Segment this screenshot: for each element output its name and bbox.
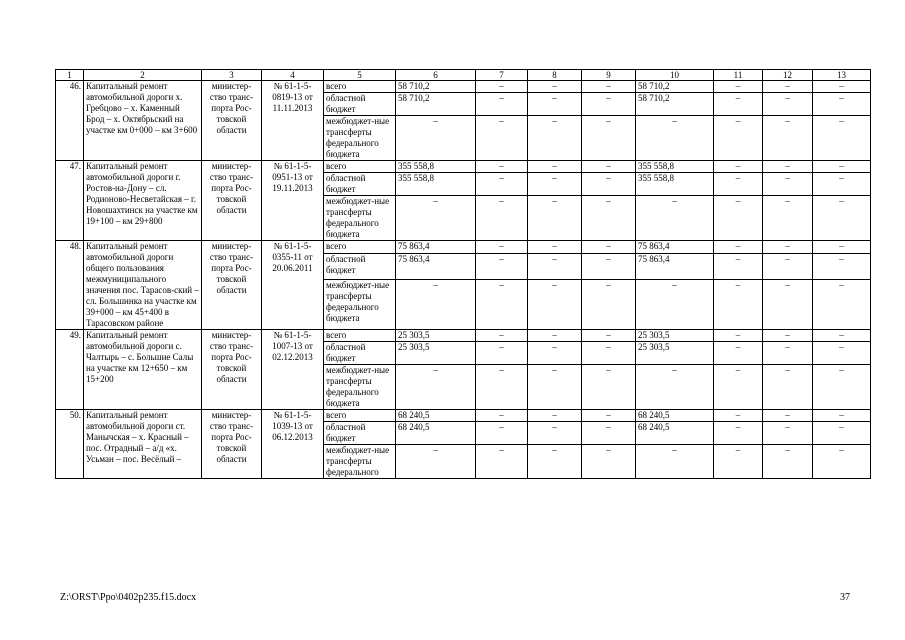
amount-cell-11: – [714, 81, 763, 93]
amount-cell-9: – [582, 422, 636, 445]
object-name: Капитальный ремонт автомобильной дороги с. Чалтырь – с. Большие Салы на участке км 12+650 – км 15+200 [84, 330, 202, 410]
header-cell: 1 [56, 70, 84, 81]
amount-cell-7: – [476, 161, 528, 173]
amount-cell-12: – [763, 330, 813, 342]
amount-cell-12: – [763, 254, 813, 280]
table-row [56, 81, 871, 93]
funding-source-label: областной бюджет [324, 173, 396, 196]
amount-cell-9: – [582, 196, 636, 241]
header-cell: 5 [324, 70, 396, 81]
amount-cell-13: – [813, 365, 871, 410]
amount-cell-7: – [476, 81, 528, 93]
amount-cell-13: – [813, 81, 871, 93]
amount-cell-6: – [396, 196, 476, 241]
amount-cell-7: – [476, 410, 528, 422]
object-name: Капитальный ремонт автомобильной дороги х. Гребцово – х. Каменный Брод – х. Октябрьский на участке км 0+000 – км 3+600 [84, 81, 202, 161]
header-cell: 4 [262, 70, 324, 81]
amount-cell-7: – [476, 330, 528, 342]
amount-cell-10: 25 303,5 [636, 330, 714, 342]
amount-cell-6: – [396, 445, 476, 479]
amount-cell-13: – [813, 116, 871, 161]
amount-cell-6: – [396, 279, 476, 329]
amount-cell-8: – [528, 161, 582, 173]
amount-cell-11: – [714, 116, 763, 161]
amount-cell-9: – [582, 93, 636, 116]
amount-cell-7: – [476, 241, 528, 254]
item-number: 47. [56, 161, 84, 241]
amount-cell-9: – [582, 173, 636, 196]
amount-cell-13: – [813, 161, 871, 173]
amount-cell-9: – [582, 81, 636, 93]
amount-cell-12: – [763, 93, 813, 116]
amount-cell-13: – [813, 254, 871, 280]
amount-cell-10: – [636, 196, 714, 241]
amount-cell-7: – [476, 342, 528, 365]
funding-source-label: всего [324, 81, 396, 93]
amount-cell-11: – [714, 410, 763, 422]
amount-cell-8: – [528, 422, 582, 445]
item-number: 48. [56, 241, 84, 330]
amount-cell-11: – [714, 365, 763, 410]
item-number: 50. [56, 410, 84, 479]
funding-source-label: межбюджет-ные трансферты федерального бюджета [324, 365, 396, 410]
amount-cell-8: – [528, 241, 582, 254]
table-row [56, 161, 871, 173]
table-row [56, 241, 871, 254]
amount-cell-12: – [763, 196, 813, 241]
amount-cell-11: – [714, 279, 763, 329]
amount-cell-9: – [582, 279, 636, 329]
amount-cell-13: – [813, 342, 871, 365]
amount-cell-10: 75 863,4 [636, 241, 714, 254]
header-cell: 3 [202, 70, 262, 81]
amount-cell-8: – [528, 445, 582, 479]
amount-cell-6: – [396, 365, 476, 410]
amount-cell-11: – [714, 196, 763, 241]
amount-cell-9: – [582, 445, 636, 479]
header-cell: 9 [582, 70, 636, 81]
amount-cell-12: – [763, 161, 813, 173]
amount-cell-9: – [582, 410, 636, 422]
funding-source-label: межбюджет-ные трансферты федерального [324, 445, 396, 479]
amount-cell-7: – [476, 445, 528, 479]
amount-cell-13: – [813, 241, 871, 254]
amount-cell-6: 75 863,4 [396, 241, 476, 254]
amount-cell-6: 58 710,2 [396, 81, 476, 93]
amount-cell-6: 68 240,5 [396, 410, 476, 422]
amount-cell-6: 68 240,5 [396, 422, 476, 445]
amount-cell-11: – [714, 330, 763, 342]
object-name: Капитальный ремонт автомобильной дороги г. Ростов-на-Дону – сл. Родионово-Несветайская – г. Новошахтинск на участке км 19+100 – км 29+800 [84, 161, 202, 241]
amount-cell-12: – [763, 81, 813, 93]
amount-cell-11: – [714, 422, 763, 445]
amount-cell-7: – [476, 365, 528, 410]
amount-cell-13: – [813, 196, 871, 241]
funding-source-label: межбюджет-ные трансферты федерального бюджета [324, 279, 396, 329]
amount-cell-8: – [528, 196, 582, 241]
funding-source-label: областной бюджет [324, 254, 396, 280]
amount-cell-7: – [476, 254, 528, 280]
amount-cell-9: – [582, 161, 636, 173]
funding-source-label: областной бюджет [324, 93, 396, 116]
header-cell: 7 [476, 70, 528, 81]
amount-cell-6: 25 303,5 [396, 330, 476, 342]
amount-cell-8: – [528, 254, 582, 280]
amount-cell-12: – [763, 279, 813, 329]
amount-cell-8: – [528, 330, 582, 342]
amount-cell-8: – [528, 342, 582, 365]
header-cell: 13 [813, 70, 871, 81]
amount-cell-8: – [528, 81, 582, 93]
amount-cell-9: – [582, 365, 636, 410]
amount-cell-11: – [714, 445, 763, 479]
amount-cell-10: – [636, 445, 714, 479]
amount-cell-12: – [763, 422, 813, 445]
amount-cell-10: 25 303,5 [636, 342, 714, 365]
amount-cell-6: 355 558,8 [396, 173, 476, 196]
amount-cell-7: – [476, 173, 528, 196]
amount-cell-10: – [636, 279, 714, 329]
amount-cell-13: – [813, 173, 871, 196]
amount-cell-8: – [528, 279, 582, 329]
funding-source-label: межбюджет-ные трансферты федерального бюджета [324, 116, 396, 161]
amount-cell-13: – [813, 93, 871, 116]
amount-cell-13: – [813, 330, 871, 342]
amount-cell-7: – [476, 196, 528, 241]
header-row [56, 70, 871, 81]
amount-cell-8: – [528, 410, 582, 422]
funding-source-label: всего [324, 161, 396, 173]
document-number: № 61-1-5-0819-13 от 11.11.2013 [262, 81, 324, 161]
amount-cell-13: – [813, 422, 871, 445]
amount-cell-13: – [813, 279, 871, 329]
amount-cell-8: – [528, 173, 582, 196]
object-name: Капитальный ремонт автомобильной дороги ст. Манычская – х. Красный – пос. Отрадный – а/д «х. Усьман – пос. Весёлый – [84, 410, 202, 479]
amount-cell-9: – [582, 241, 636, 254]
funding-source-label: всего [324, 410, 396, 422]
amount-cell-8: – [528, 116, 582, 161]
page-number: 37 [840, 592, 850, 603]
funding-source-label: межбюджет-ные трансферты федерального бюджета [324, 196, 396, 241]
ministry-name: министер-ство транс-порта Рос-товской области [202, 161, 262, 241]
amount-cell-12: – [763, 173, 813, 196]
amount-cell-12: – [763, 365, 813, 410]
footer-file-path: Z:\ORST\Ppo\0402p235.f15.docx [60, 592, 197, 603]
amount-cell-10: 58 710,2 [636, 93, 714, 116]
amount-cell-7: – [476, 116, 528, 161]
amount-cell-10: – [636, 365, 714, 410]
document-number: № 61-1-5-0951-13 от 19.11.2013 [262, 161, 324, 241]
ministry-name: министер-ство транс-порта Рос-товской области [202, 81, 262, 161]
funding-source-label: областной бюджет [324, 342, 396, 365]
amount-cell-10: 355 558,8 [636, 173, 714, 196]
amount-cell-6: 25 303,5 [396, 342, 476, 365]
item-number: 49. [56, 330, 84, 410]
document-number: № 61-1-5-1007-13 от 02.12.2013 [262, 330, 324, 410]
amount-cell-6: 75 863,4 [396, 254, 476, 280]
amount-cell-10: 355 558,8 [636, 161, 714, 173]
amount-cell-6: 355 558,8 [396, 161, 476, 173]
item-number: 46. [56, 81, 84, 161]
header-cell: 10 [636, 70, 714, 81]
header-cell: 2 [84, 70, 202, 81]
amount-cell-9: – [582, 330, 636, 342]
amount-cell-10: – [636, 116, 714, 161]
amount-cell-7: – [476, 279, 528, 329]
amount-cell-9: – [582, 254, 636, 280]
amount-cell-12: – [763, 342, 813, 365]
table-row [56, 330, 871, 342]
amount-cell-8: – [528, 365, 582, 410]
amount-cell-10: 75 863,4 [636, 254, 714, 280]
budget-table [55, 69, 871, 479]
amount-cell-7: – [476, 422, 528, 445]
document-number: № 61-1-5-0355-11 от 20.06.2011 [262, 241, 324, 330]
document-number: № 61-1-5-1039-13 от 06.12.2013 [262, 410, 324, 479]
funding-source-label: всего [324, 241, 396, 254]
amount-cell-11: – [714, 342, 763, 365]
header-cell: 12 [763, 70, 813, 81]
amount-cell-8: – [528, 93, 582, 116]
header-cell: 6 [396, 70, 476, 81]
ministry-name: министер-ство транс-порта Рос-товской области [202, 241, 262, 330]
funding-source-label: всего [324, 330, 396, 342]
amount-cell-12: – [763, 241, 813, 254]
amount-cell-11: – [714, 173, 763, 196]
amount-cell-12: – [763, 410, 813, 422]
ministry-name: министер-ство транс-порта Рос-товской области [202, 410, 262, 479]
amount-cell-12: – [763, 116, 813, 161]
amount-cell-6: 58 710,2 [396, 93, 476, 116]
amount-cell-13: – [813, 410, 871, 422]
amount-cell-11: – [714, 241, 763, 254]
amount-cell-10: 68 240,5 [636, 422, 714, 445]
amount-cell-7: – [476, 93, 528, 116]
amount-cell-9: – [582, 116, 636, 161]
amount-cell-11: – [714, 93, 763, 116]
amount-cell-6: – [396, 116, 476, 161]
amount-cell-13: – [813, 445, 871, 479]
ministry-name: министер-ство транс-порта Рос-товской области [202, 330, 262, 410]
object-name: Капитальный ремонт автомобильной дороги общего пользования межмуниципального значения пос. Тарасов-ский – сл. Большинка на участке км 39+000 – км 45+400 в Тарасовском районе [84, 241, 202, 330]
header-cell: 11 [714, 70, 763, 81]
funding-source-label: областной бюджет [324, 422, 396, 445]
amount-cell-10: 68 240,5 [636, 410, 714, 422]
table-row [56, 410, 871, 422]
amount-cell-12: – [763, 445, 813, 479]
header-cell: 8 [528, 70, 582, 81]
amount-cell-11: – [714, 254, 763, 280]
amount-cell-11: – [714, 161, 763, 173]
amount-cell-10: 58 710,2 [636, 81, 714, 93]
amount-cell-9: – [582, 342, 636, 365]
